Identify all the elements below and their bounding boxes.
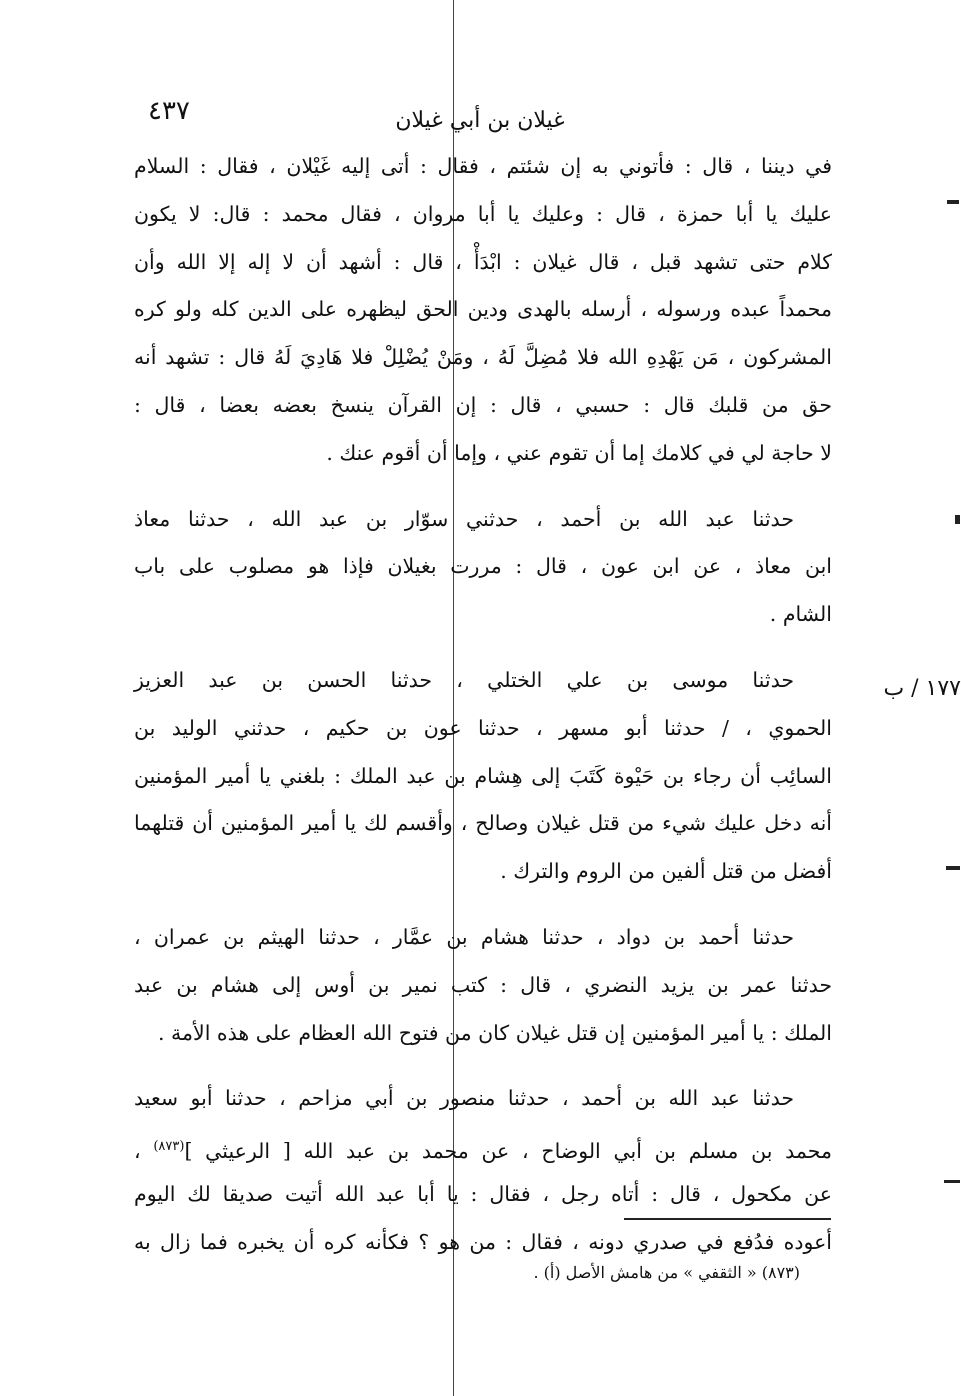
edge-mark [944,1180,960,1183]
text-line: حدثنا عبد الله بن أحمد ، حدثني سوّار بن عبد الله ، حدثنا معاذ [134,506,794,531]
text-line: عليك يا أبا حمزة ، قال : وعليك يا أبا مروان ، فقال محمد : قال: لا يكون [134,201,832,226]
body-text [134,143,832,1285]
footnote-text: (٨٧٣) « الثقفي » من هامش الأصل (أ) . [533,1263,800,1282]
edge-mark [955,515,960,524]
text-line: أعوده فدُفع في صدري دونه ، فقال : من هو ؟ فكأنه كره أن يخبره فما زال به [134,1229,832,1254]
text-line: المشركون ، مَن يَهْدِهِ الله فلا مُضِلَّ لَهُ ، ومَنْ يُضْلِلْ فلا هَادِيَ لَهُ قال : تشهد أنه [134,345,832,370]
footnote-separator [624,1218,831,1220]
text-line: حدثنا عمر بن يزيد النضري ، قال : كتب نمير بن أوس إلى هشام بن عبد [134,972,832,997]
text-line: عن مكحول ، قال : أتاه رجل ، فقال : يا أبا عبد الله أتيت صديقا لك اليوم [134,1181,832,1206]
text-line [134,1123,832,1171]
text-line: حدثنا عبد الله بن أحمد ، حدثنا منصور بن أبي مزاحم ، حدثنا أبو سعيد [134,1086,794,1111]
text-line: في ديننا ، قال : فأتوني به إن شئتم ، فقال : أتى إليه غَيْلان ، فقال : السلام [134,154,832,178]
text-line: الحموي ، / حدثنا أبو مسهر ، حدثنا عون بن حكيم ، حدثني الوليد بن [134,715,833,740]
running-title: غيلان بن أبي غيلان [395,108,565,133]
paragraph [134,496,832,639]
text-line: الشام . [769,602,832,627]
paragraph [134,657,832,896]
text-line: أفضل من قتل ألفين من الروم والترك . [500,859,832,884]
text-line: الملك : يا أمير المؤمنين إن قتل غيلان كان من فتوح الله العظام على هذه الأمة . [158,1020,832,1045]
text-line: أنه دخل عليك شيء من قتل غيلان وصالح ، وأقسم لك يا أمير المؤمنين أن قتلهما [134,811,832,836]
comma: ، [134,1138,141,1163]
text-line: حدثنا أحمد بن دواد ، حدثنا هشام بن عمَّار ، حدثنا الهيثم بن عمران ، [134,924,794,949]
edge-mark [947,200,959,204]
text-line: السائِب أن رجاء بن حَيْوة كَتَبَ إلى هِشام بن عبد الملك : بلغني يا أمير المؤمنين [134,763,832,788]
text-line: ابن معاذ ، عن ابن عون ، قال : مررت بغيلان فإذا هو مصلوب على باب [134,554,832,579]
page-number: ٤٣٧ [148,96,190,126]
text-line: محمداً عبده ورسوله ، أرسله بالهدى ودين الحق ليظهره على الدين كله ولو كره [134,297,832,322]
text-line: حدثنا موسى بن علي الختلي ، حدثنا الحسن بن عبد العزيز [134,667,794,692]
footnote-reference: (٨٧٣) [153,1139,185,1155]
paragraph [134,1075,832,1266]
paragraph [134,914,832,1057]
edge-mark [946,866,960,870]
text-line-segment: محمد بن مسلم بن أبي الوضاح ، عن محمد بن عبد الله [ الرعيثي ] [184,1138,832,1163]
text-line: حق من قلبك قال : حسبي ، قال : إن القرآن ينسخ بعضه بعضا ، قال : [134,392,832,417]
text-line: لا حاجة لي في كلامك إما أن تقوم عني ، وإما أن أقوم عنك . [326,440,832,465]
text-line: كلام حتى تشهد قبل ، قال غيلان : ابْدَأْ ، قال : أشهد أن لا إله إلا الله وأن [134,249,832,274]
margin-folio-note: ١٧٧ / ب [883,676,961,701]
paragraph [134,143,832,478]
